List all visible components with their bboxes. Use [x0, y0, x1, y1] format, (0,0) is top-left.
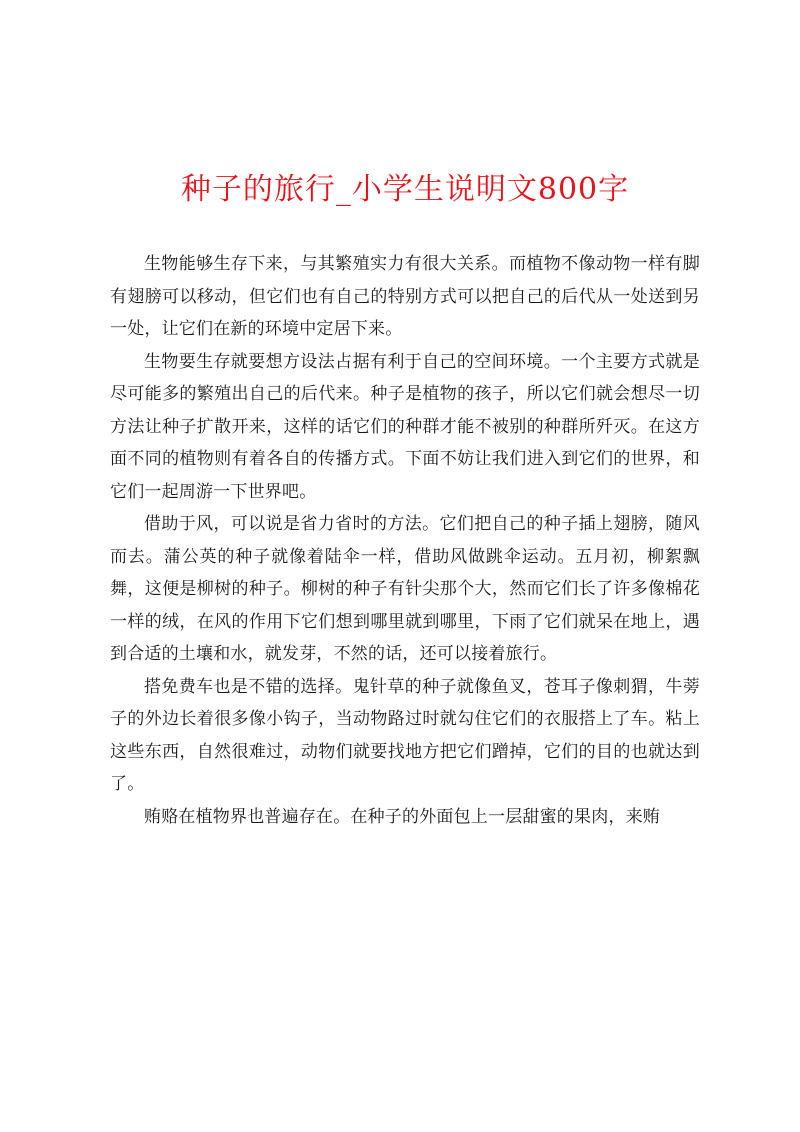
paragraph-4: 搭免费车也是不错的选择。鬼针草的种子就像鱼叉，苍耳子像刺猬，牛蒡子的外边长着很多像小钩子，当动物路过时就勾住它们的衣服搭上了车。粘上这些东西，自然很难过，动物们就要找地方把它们蹭掉，它们的目的也就达到了。 [110, 676, 700, 794]
document-title: 种子的旅行_小学生说明文800字 [180, 172, 630, 207]
paragraph-2: 生物要生存就要想方设法占据有利于自己的空间环境。一个主要方式就是尽可能多的繁殖出自己的后代来。种子是植物的孩子，所以它们就会想尽一切方法让种子扩散开来，这样的话它们的种群才能不被别的种群所歼灭。在这方面不同的植物则有着各自的传播方式。下面不妨让我们进入到它们的世界，和它们一起周游一下世界吧。 [110, 351, 700, 502]
paragraph-5: 贿赂在植物界也普遍存在。在种子的外面包上一层甜蜜的果肉，来贿 [144, 806, 660, 827]
document-body [110, 248, 700, 833]
paragraph-1: 生物能够生存下来，与其繁殖实力有很大关系。而植物不像动物一样有脚有翅膀可以移动，但它们也有自己的特别方式可以把自己的后代从一处送到另一处，让它们在新的环境中定居下来。 [110, 254, 700, 339]
paragraph-3: 借助于风，可以说是省力省时的方法。它们把自己的种子插上翅膀，随风而去。蒲公英的种子就像着陆伞一样，借助风做跳伞运动。五月初，柳絮飘舞，这便是柳树的种子。柳树的种子有针尖那个大，然而它们长了许多像棉花一样的绒，在风的作用下它们想到哪里就到哪里，下雨了它们就呆在地上，遇到合适的土壤和水，就发芽，不然的话，还可以接着旅行。 [110, 514, 700, 664]
